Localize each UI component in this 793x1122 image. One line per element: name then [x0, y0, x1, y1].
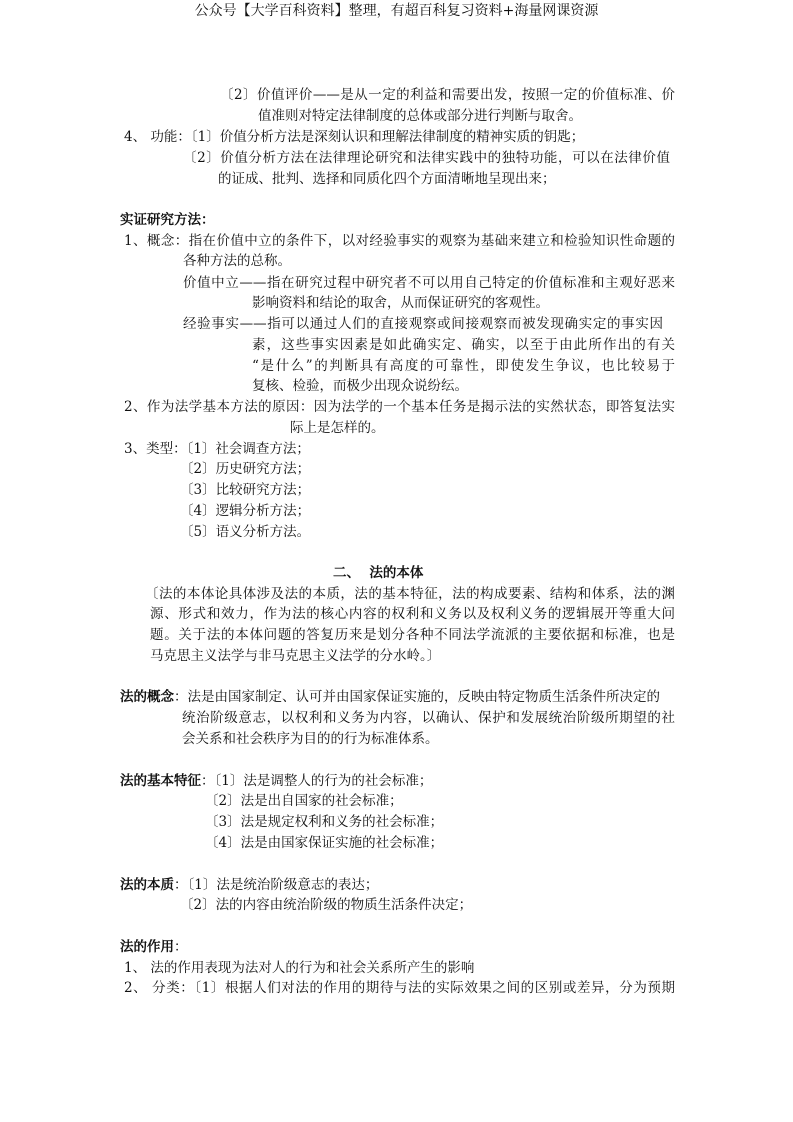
role-heading — [120, 938, 188, 956]
list-item: 1、 法的作用表现为法对人的行为和社会关系所产生的影响 — [124, 960, 475, 976]
section-title: 二、 法的本体 — [333, 565, 424, 581]
section-heading: 实证研究方法： — [120, 212, 215, 228]
text-line: 的证成、批判、选择和同质化四个方面清晰地呈现出来； — [218, 171, 556, 187]
text-line: 题。关于法的本体问题的答复历来是划分各种不同法学流派的主要依据和标准，也是 — [150, 627, 675, 643]
text-line: 1、概念：指在价值中立的条件下，以对经验事实的观察为基础来建立和检验知识性命题的 — [124, 233, 675, 249]
role-colon: ： — [174, 939, 188, 955]
list-item: 〔2〕历史研究方法； — [180, 461, 311, 477]
concept-label: 法的概念 — [120, 689, 174, 705]
list-item: 〔2〕法是出自国家的社会标准； — [205, 793, 403, 809]
text-line: 源、形式和效力，作为法的核心内容的权利和义务以及权利义务的逻辑展开等重大问 — [150, 606, 675, 622]
list-item: 〔3〕比较研究方法； — [180, 482, 311, 498]
text-line: 影响资料和结论的取舍，从而保证研究的客观性。 — [252, 295, 549, 311]
text-line: 复核、检验，而极少出现众说纷纭。 — [252, 378, 468, 394]
text-line: 际上是怎样的。 — [290, 420, 385, 436]
text-line: 素，这些事实因素是如此确实定、确实，以至于由此所作出的有关 — [252, 337, 675, 353]
text-line: 各种方法的总称。 — [183, 253, 291, 269]
list-item: 〔2〕法的内容由统治阶级的物质生活条件决定； — [180, 897, 473, 913]
text-line: 会关系和社会秩序为目的的行为标准体系。 — [182, 731, 439, 747]
text-line: 马克思主义法学与非马克思主义法学的分水岭。〕 — [150, 648, 441, 664]
text-line: “是什么”的判断具有高度的可靠性，即使发生争议，也比较易于 — [252, 358, 675, 374]
concept-text: ：法是由国家制定、认可并由国家保证实施的，反映由特定物质生活条件所决定的 — [174, 689, 660, 705]
text-line: 〔2〕价值分析方法在法律理论研究和法律实践中的独特功能，可以在法律价值 — [183, 150, 670, 166]
text-line: 〔2〕价值评价——是从一定的利益和需要出发，按照一定的价值标准、价 — [220, 87, 675, 103]
concept-line — [120, 688, 660, 706]
text-line: 值准则对特定法律制度的总体或部分进行判断与取舍。 — [258, 108, 582, 124]
text-line: 统治阶级意志，以权利和义务为内容，以确认、保护和发展统治阶级所期望的社 — [182, 710, 675, 726]
list-item: 2、 分类：〔1〕根据人们对法的作用的期待与法的实际效果之间的区别或差异，分为预期 — [124, 980, 675, 996]
list-item: 〔5〕语义分析方法。 — [180, 524, 311, 540]
essence-label: 法的本质 — [120, 877, 174, 893]
text-line: 4、 功能：〔1〕价值分析方法是深刻认识和理解法律制度的精神实质的钥匙； — [124, 129, 585, 145]
role-label: 法的作用 — [120, 939, 174, 955]
essence-line — [120, 876, 378, 894]
list-item: 〔3〕法是规定权利和义务的社会标准； — [205, 814, 444, 830]
essence-text: ：〔1〕法是统治阶级意志的表达； — [174, 877, 379, 893]
features-label: 法的基本特征 — [120, 773, 201, 789]
features-line — [120, 772, 432, 790]
text-line: 价值中立——指在研究过程中研究者不可以用自己特定的价值标准和主观好恶来 — [183, 275, 675, 291]
features-text: ：〔1〕法是调整人的行为的社会标准； — [201, 773, 433, 789]
list-item: 3、类型：〔1〕社会调查方法； — [124, 441, 310, 457]
list-item: 〔4〕法是由国家保证实施的社会标准； — [205, 835, 444, 851]
text-line: 2、作为法学基本方法的原因：因为法学的一个基本任务是揭示法的实然状态，即答复法实 — [124, 399, 675, 415]
text-line: 经验事实——指可以通过人们的直接观察或间接观察而被发现确实定的事实因 — [183, 316, 663, 332]
page-header-watermark: 公众号【大学百科资料】整理，有超百科复习资料+海量网课资源 — [194, 3, 599, 19]
list-item: 〔4〕逻辑分析方法； — [180, 503, 311, 519]
text-line: 〔法的本体论具体涉及法的本质，法的基本特征，法的构成要素、结构和体系，法的渊 — [145, 586, 675, 602]
